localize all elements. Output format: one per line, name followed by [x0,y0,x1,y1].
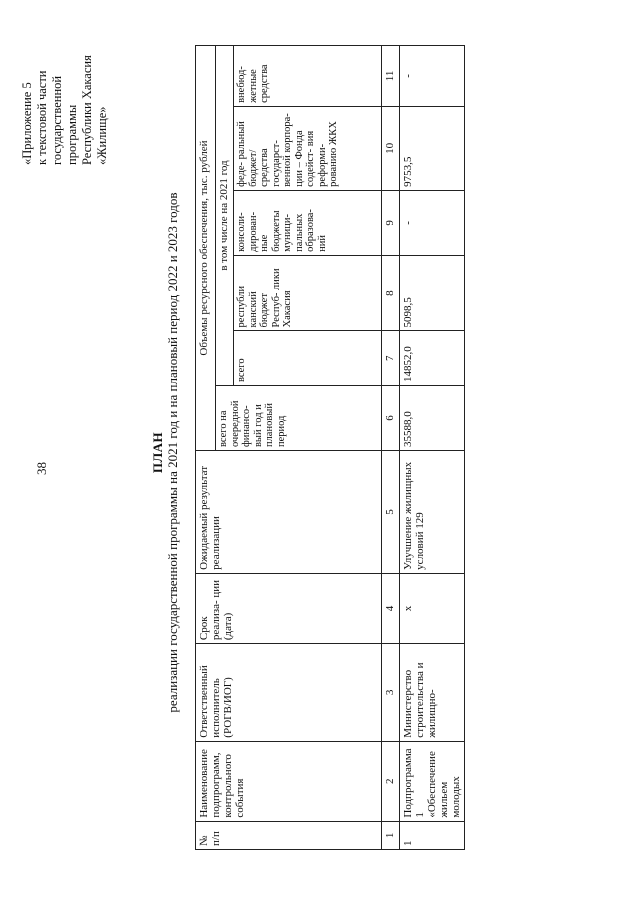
header-extra: внебюд- жетные средства [234,46,382,107]
col-number: 8 [382,255,400,331]
header-num: № п/п [196,821,382,849]
col-number: 10 [382,106,400,190]
header-municipal: консоли- дирован- ные бюджеты муници- пальных образова- ний [234,190,382,255]
plan-heading: ПЛАН [150,431,165,474]
row-name: Подпрограмма 1 «Обеспечение жильем молодых [400,741,465,821]
row-result: Улучшение жилищных условий 129 [400,451,465,574]
col-number: 4 [382,573,400,643]
table-row [400,46,465,850]
row-total-period: 35588,0 [400,386,465,451]
row-executor: Министерство строительства и жилищно- [400,644,465,742]
row-republic: 5098,5 [400,255,465,331]
col-number: 2 [382,741,400,821]
col-number: 5 [382,451,400,574]
col-number: 7 [382,331,400,386]
col-number: 6 [382,386,400,451]
row-term: x [400,573,465,643]
plan-subtitle: реализации государственной программы на 2021 год и на плановый период 2022 и 2023 годов [165,192,180,713]
col-number: 9 [382,190,400,255]
header-term: Срок реализа- ции (дата) [196,573,382,643]
header-result: Ожидаемый результат реализации [196,451,382,574]
row-extra: - [400,46,465,107]
col-number: 11 [382,46,400,107]
row-num: 1 [400,821,465,849]
header-volume: Объемы ресурсного обеспечения, тыс. рублей [196,46,216,451]
appendix-line: к текстовой части [35,70,49,165]
appendix-line: Республики Хакасия «Жилище» [80,55,109,165]
header-in-2021: в том числе на 2021 год [216,46,234,386]
header-federal: феде- ральный бюджет/ средства государст- венной корпора- ции – Фонда содейст- вия реформи- рованию ЖКХ [234,106,382,190]
page-number: 38 [34,462,49,475]
header-republic: республи канский бюджет Респуб- лики Хакасия [234,255,382,331]
header-total-period: всего на очередной финансо- вый год и плановый период [216,386,382,451]
header-name: Наименование подпрограмм, контрольного события [196,741,382,821]
plan-table [195,45,465,850]
appendix-note [20,15,110,165]
col-number: 1 [382,821,400,849]
header-total: всего [234,331,382,386]
row-municipal: - [400,190,465,255]
row-total: 14852,0 [400,331,465,386]
col-number: 3 [382,644,400,742]
row-federal: 9753,5 [400,106,465,190]
appendix-line: «Приложение 5 [20,82,34,165]
header-executor: Ответственный исполнитель (РОГВ/ИОГ) [196,644,382,742]
appendix-line: государственной программы [50,75,79,165]
